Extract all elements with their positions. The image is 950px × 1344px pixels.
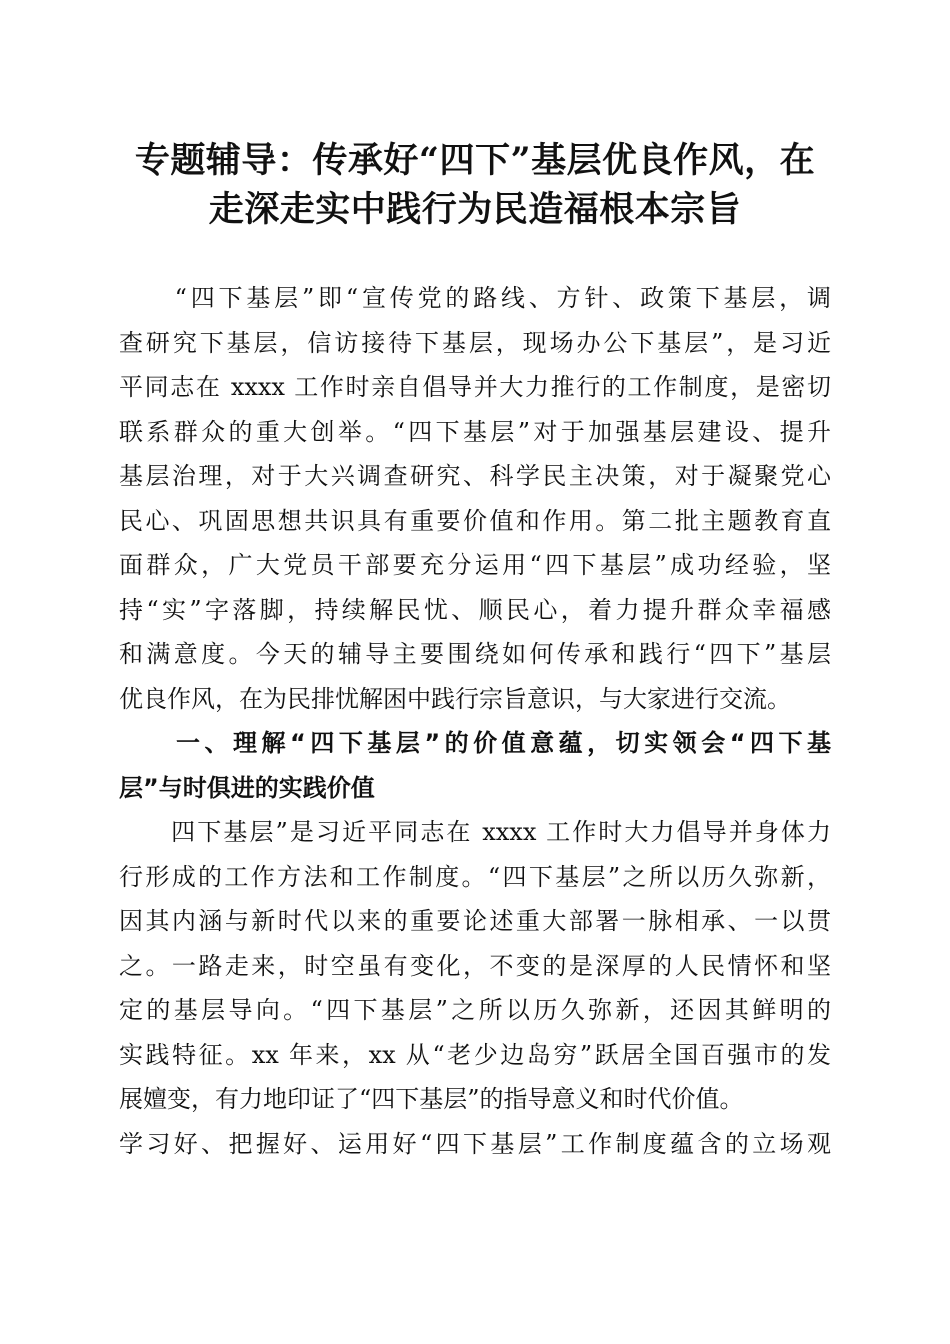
paragraph-line: 联系群众的重大创举。“四下基层”对于加强基层建设、提升 — [119, 417, 831, 446]
paragraph-line: 优良作风，在为民排忧解困中践行宗旨意识，与大家进行交流。 — [119, 684, 791, 713]
paragraph-line: 学习好、把握好、运用好“四下基层”工作制度蕴含的立场观 — [119, 1129, 831, 1158]
paragraph-line: 行形成的工作方法和工作制度。“四下基层”之所以历久弥新， — [119, 862, 831, 891]
paragraph-line: 基层治理，对于大兴调查研究、科学民主决策，对于凝聚党心 — [119, 462, 831, 490]
paragraph-line: 定的基层导向。“四下基层”之所以历久弥新，还因其鲜明的 — [119, 996, 831, 1024]
section-heading-line: 一、理解“四下基层”的价值意蕴，切实领会“四下基 — [119, 729, 831, 757]
paragraph-line: 四下基层”是习近平同志在 xxxx 工作时大力倡导并身体力 — [119, 818, 831, 846]
paragraph-line: “四下基层”即“宣传党的路线、方针、政策下基层，调 — [119, 284, 831, 312]
paragraph-line: 展嬗变，有力地印证了“四下基层”的指导意义和时代价值。 — [119, 1085, 744, 1113]
paragraph-line: 查研究下基层，信访接待下基层，现场办公下基层”，是习近 — [119, 328, 831, 357]
document-body — [119, 276, 831, 1166]
paragraph-line: 因其内涵与新时代以来的重要论述重大部署一脉相承、一以贯 — [119, 907, 831, 935]
paragraph-line: 之。一路走来，时空虽有变化，不变的是深厚的人民情怀和坚 — [119, 951, 831, 980]
paragraph-line: 和满意度。今天的辅导主要围绕如何传承和践行“四下”基层 — [119, 640, 831, 668]
paragraph-line: 持“实”字落脚，持续解民忧、顺民心，着力提升群众幸福感 — [119, 595, 831, 624]
document-title — [110, 136, 840, 234]
section-heading-line: 层”与时俱进的实践价值 — [119, 773, 375, 802]
paragraph-line: 面群众，广大党员干部要充分运用“四下基层”成功经验，坚 — [119, 551, 831, 579]
paragraph-line: 平同志在 xxxx 工作时亲自倡导并大力推行的工作制度，是密切 — [119, 373, 831, 401]
title-line-1: 专题辅导：传承好“四下”基层优良作风，在 — [134, 140, 816, 181]
title-line-2: 走深走实中践行为民造福根本宗旨 — [208, 189, 742, 230]
paragraph-line: 民心、巩固思想共识具有重要价值和作用。第二批主题教育直 — [119, 506, 831, 535]
paragraph-line: 实践特征。xx 年来，xx 从“老少边岛穷”跃居全国百强市的发 — [119, 1040, 831, 1069]
